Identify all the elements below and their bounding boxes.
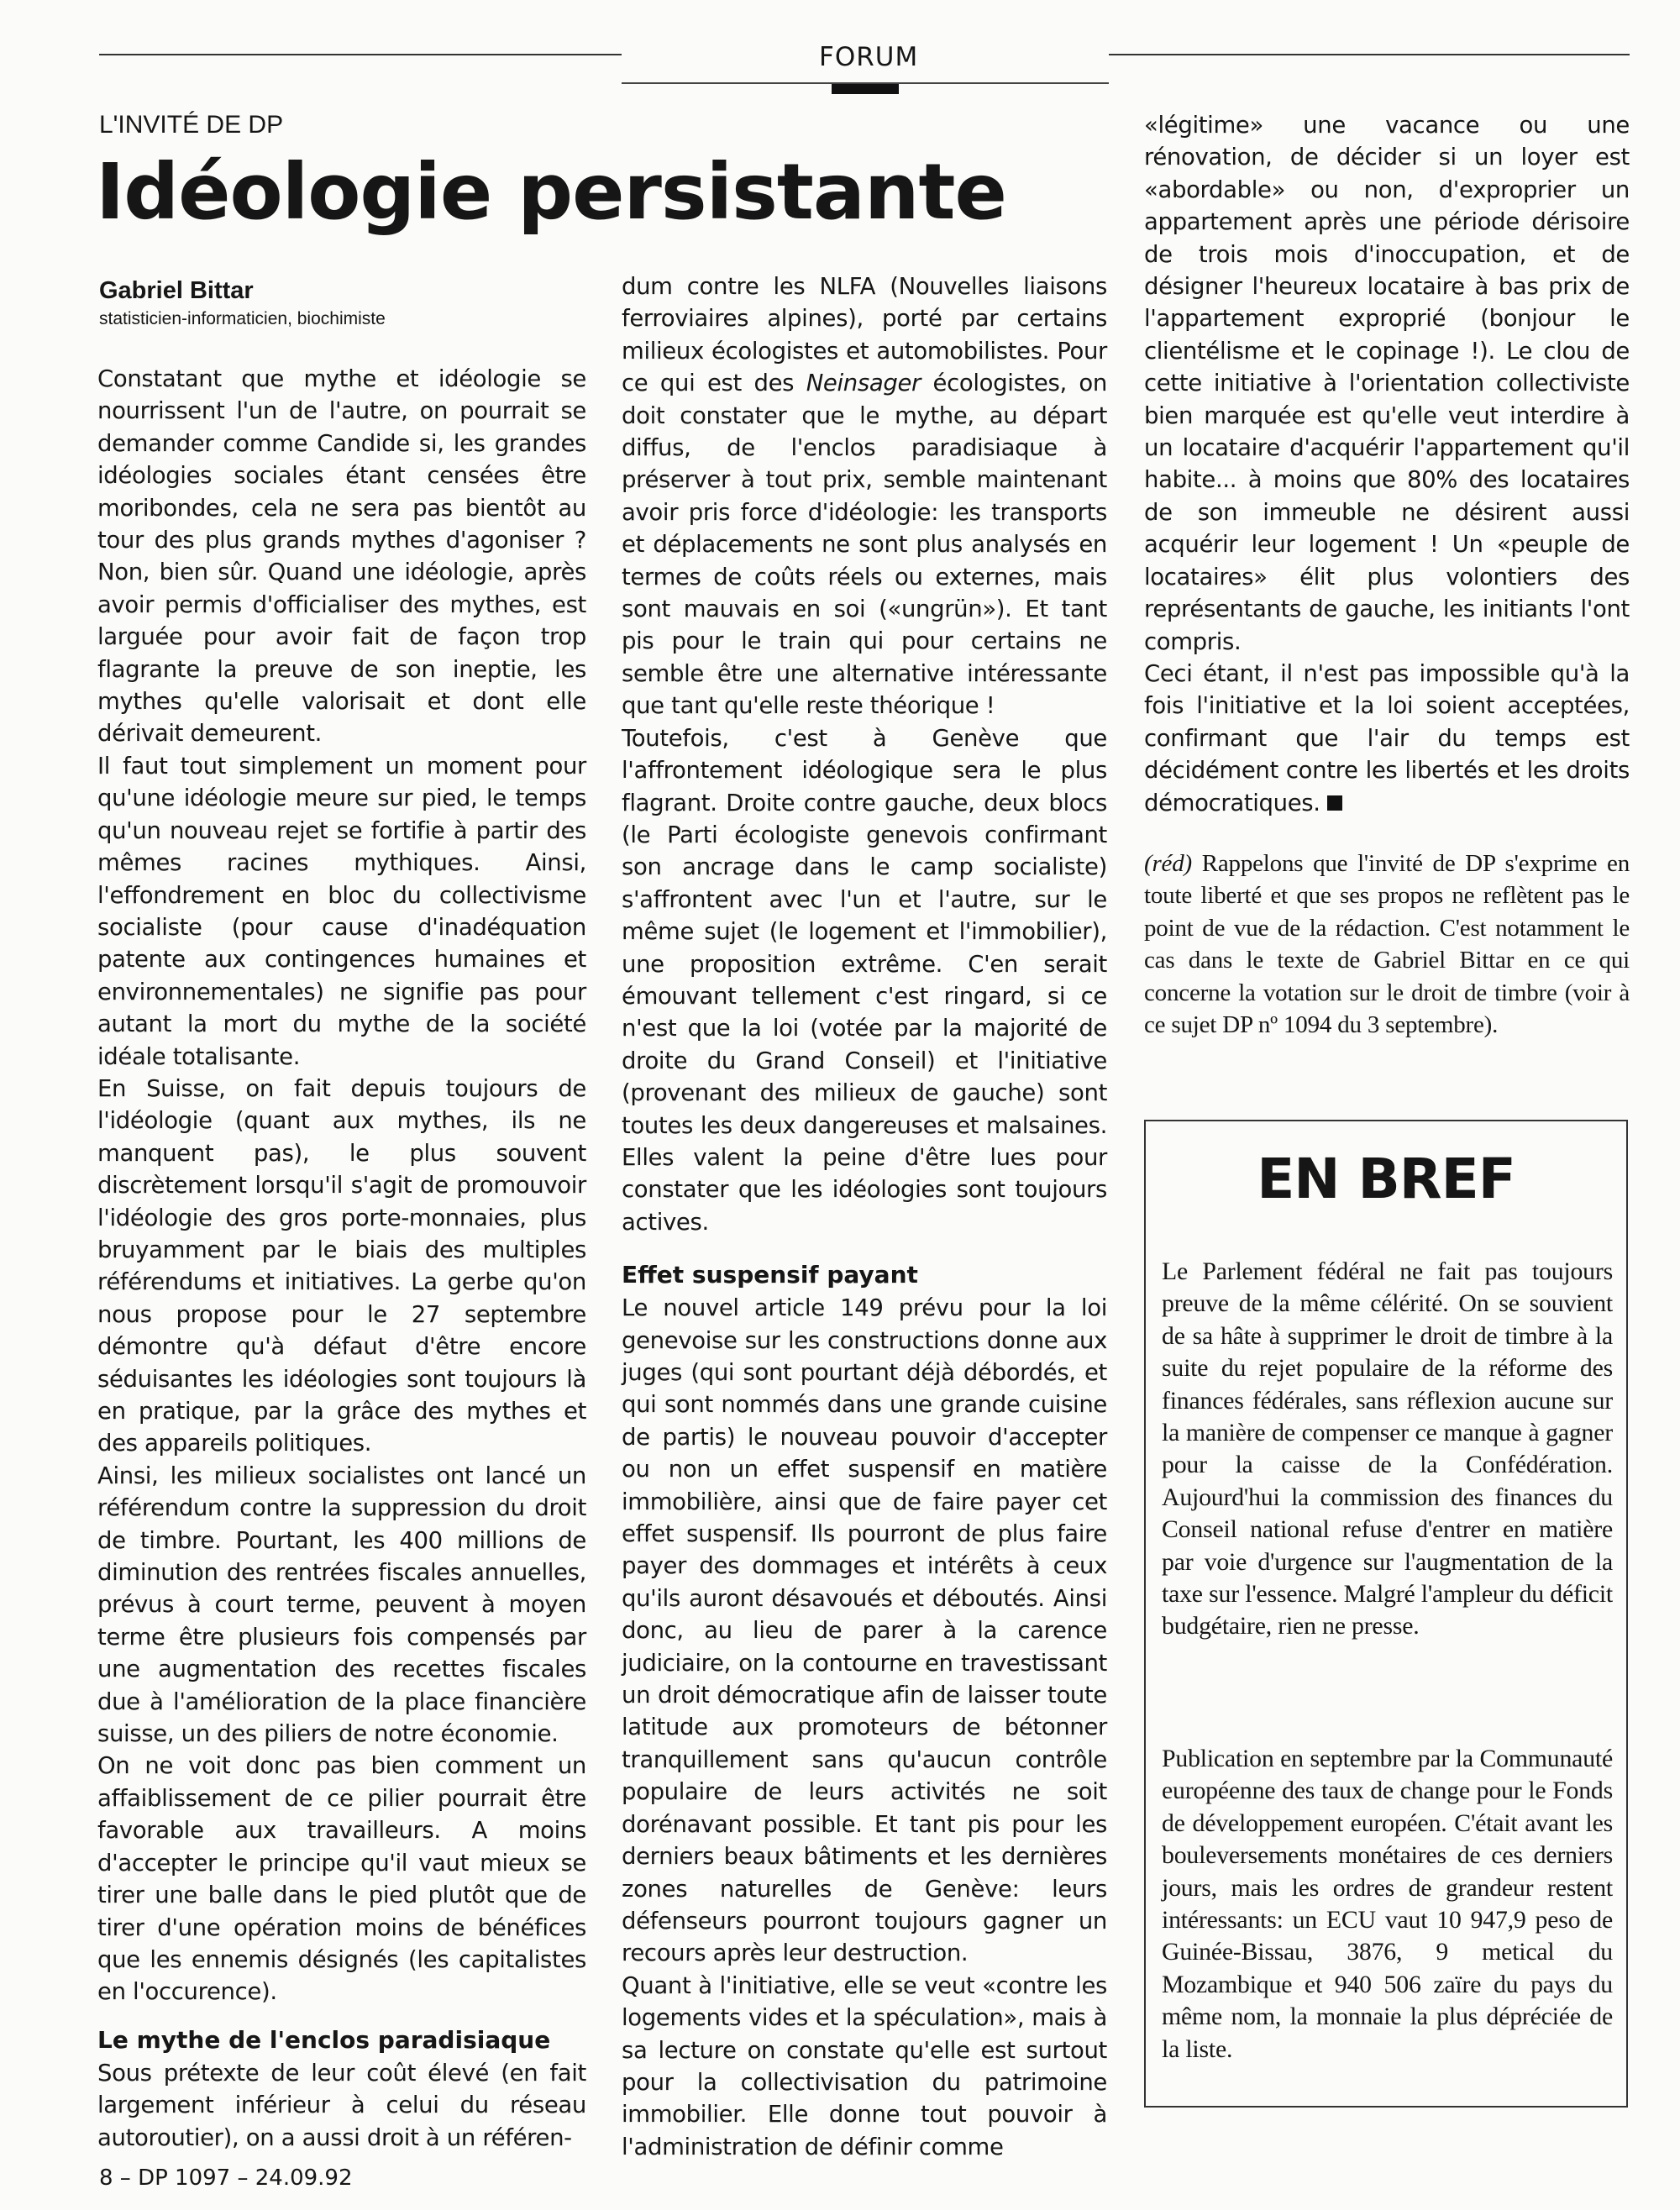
header-rule-right bbox=[1109, 54, 1630, 55]
brief-title: EN BREF bbox=[1257, 1147, 1515, 1211]
brief-paragraph: Publication en septembre par la Communauté européenne des taux de change pour le Fonds de développement européen. C'était avant les bouleversements monétaires de ces derniers jours, mais les ordres de grandeur restent intéressants: un ECU vaut 10 947,9 peso de Guinée-Bissau, 3876, 9 metical du Mozambique et 940 506 zaïre du pays du même nom, la monnaie la plus dépréciée de la liste. bbox=[1162, 1745, 1613, 2063]
editorial-tag: (réd) bbox=[1144, 849, 1192, 877]
paragraph bbox=[622, 270, 1107, 722]
paragraph: Le nouvel article 149 prévu pour la loi genevoise sur les constructions donne aux juges (qui sont pourtant déjà débordés, et qui sont nommés dans une grande cuisine de partis) le nouveau pouvoir d'accepter ou non un effet suspensif en matière immobilière, ainsi que de faire payer cet effet suspensif. Ils pourront de plus faire payer des dommages et intérêts à ceux qu'ils auront désavoués et déboutés. Ainsi donc, au lieu de parer à la carence judiciaire, on la contourne en travestissant un droit démocratique afin de laisser toute latitude aux promoteurs de bétonner tranquillement sans qu'aucun contrôle populaire de leurs activités ne soit dorénavant possible. Et tant pis pour les derniers beaux bâtiments et les dernières zones naturelles de Genève: leurs défenseurs pourront toujours gagner un recours après leur destruction. bbox=[622, 1294, 1107, 1967]
header-rule-left bbox=[99, 54, 622, 55]
paragraph: «légitime» une vacance ou une rénovation, de décider si un loyer est «abordable» ou non, d'exproprier un appartement après une période dérisoire de trois mois d'inoccupation, et de désigner l'heureux locataire à bas prix de l'appartement exproprié (bonjour le clientélisme et le copinage !). Le clou de cette initiative à l'orientation collectiviste bien marquée est qu'elle veut interdire à un locataire d'acquérir l'appartement qu'il habite... à moins que 80% des locataires de son immeuble ne désirent aussi acquérir leur logement ! Un «peuple de locataires» élit plus volontiers des représentants de gauche, les initiants l'ont compris. bbox=[1144, 112, 1630, 655]
paragraph: En Suisse, on fait depuis toujours de l'idéologie (quant aux mythes, ils ne manquent pas), le plus souvent discrètement lorsqu'il s'agit de promouvoir l'idéologie des gros porte-monnaies, plus bruyamment par le biais des multiples référendums et initiatives. La gerbe qu'on nous propose pour le 27 septembre démontre qu'à défaut d'être encore séduisantes les idéologies sont toujours là en pratique, par la grâce des mythes et des appareils politiques. bbox=[97, 1074, 586, 1457]
page-footer: 8 – DP 1097 – 24.09.92 bbox=[99, 2165, 353, 2191]
author-name: Gabriel Bittar bbox=[99, 277, 254, 304]
article-column-3 bbox=[1144, 109, 1630, 1041]
text-run: écologistes, on doit constater que le mythe, au départ diffus, de l'enclos paradisiaque à préserver à tout prix, semble maintenant avoir pris force d'idéologie: les transports et déplacements ne sont plus analysés en termes de coûts réels ou externes, mais sont mauvais en soi («ungrün»). Et tant pis pour le train qui pour certains ne semble être une alternative intéressante que tant qu'elle reste théorique ! bbox=[622, 370, 1107, 720]
italic-term: Neinsager bbox=[806, 370, 921, 397]
paragraph: Quant à l'initiative, elle se veut «contre les logements vides et la spéculation», mais à sa lecture on constate qu'elle est surtout pour la collectivisation du patrimoine immobilier. Elle donne tout pouvoir à l'administration de définir comme bbox=[622, 1971, 1107, 2160]
article-column-2 bbox=[622, 270, 1107, 2163]
paragraph: Toutefois, c'est à Genève que l'affrontement idéologique sera le plus flagrant. Droite contre gauche, deux blocs (le Parti écologiste genevois confirmant son ancrage dans le camp socialiste) s'affrontent avec l'un et l'autre, sur le même sujet (le logement et l'immobilier), une proposition extrême. C'en serait émouvant tellement c'est ringard, si ce n'est que la loi (votée par la majorité de droite du Grand Conseil) et l'initiative (provenant des milieux de gauche) sont toutes les deux dangereuses et malsaines. Elles valent la peine d'être lues pour constater que les idéologies sont toujours actives. bbox=[622, 724, 1107, 1236]
section-label: FORUM bbox=[819, 42, 919, 72]
end-of-article-mark bbox=[1327, 795, 1342, 811]
paragraph: Constatant que mythe et idéologie se nourrissent l'un de l'autre, on pourrait se demander comme Candide si, les grandes idéologies sociales étant censées être moribondes, cela ne sera pas bientôt au tour des plus grands mythes d'agoniser ? Non, bien sûr. Quand une idéologie, après avoir permis d'officialiser des mythes, est larguée pour avoir fait de façon trop flagrante la preuve de son ineptie, les mythes qu'elle valorisait et dont elle dérivait demeurent. bbox=[97, 365, 586, 748]
text-run: Rappelons que l'invité de DP s'exprime en toute liberté et que ses propos ne reflètent pas le point de vue de la rédaction. C'est notamment le cas dans le texte de Gabriel Bittar en ce qui concerne la votation sur le droit de timbre (voir à ce sujet DP nº 1094 du 3 septembre). bbox=[1144, 849, 1630, 1038]
editorial-note bbox=[1144, 848, 1630, 1041]
section-tab-mark bbox=[832, 84, 899, 94]
paragraph: Sous prétexte de leur coût élevé (en fait largement inférieur à celui du réseau autoroutier), on a aussi droit à un référen- bbox=[97, 2059, 586, 2151]
article-kicker: L'INVITÉ DE DP bbox=[99, 111, 284, 139]
paragraph: Il faut tout simplement un moment pour qu'une idéologie meure sur pied, le temps qu'un nouveau rejet se fortifie à partir des mêmes racines mythiques. Ainsi, l'effondrement en bloc du collectivisme socialiste (pour cause d'inadéquation patente aux contingences humaines et environnementales) ne signifie pas pour autant la mort du mythe de la société idéale totalisante. bbox=[97, 752, 586, 1070]
article-column-1 bbox=[97, 363, 586, 2154]
subheading: Le mythe de l'enclos paradisiaque bbox=[97, 2025, 551, 2054]
brief-paragraph: Le Parlement fédéral ne fait pas toujours preuve de la même célérité. On se souvient de sa hâte à supprimer le droit de timbre à la suite du rejet populaire de la réforme des finances fédérales, sans réflexion aucune sur la manière de compenser ce manque à gagner pour la caisse de la Confédération. Aujourd'hui la commission des finances du Conseil national refuse d'entrer en matière par voie d'urgence sur l'augmentation de la taxe sur l'essence. Malgré l'ampleur du déficit budgétaire, rien ne presse. bbox=[1162, 1257, 1613, 1640]
paragraph bbox=[1144, 658, 1630, 819]
paragraph: Ainsi, les milieux socialistes ont lancé un référendum contre la suppression du droit de timbre. Pourtant, les 400 millions de diminution des rentrées fiscales annuelles, prévus à court terme, peuvent à moyen terme être plusieurs fois compensés par une augmentation des recettes fiscales due à l'amélioration de la place financière suisse, un des piliers de notre économie. bbox=[97, 1462, 586, 1748]
text-run: Ceci étant, il n'est pas impossible qu'à la fois l'initiative et la loi soient acceptées, confirmant que l'air du temps est décidément contre les libertés et les droits démocratiques. bbox=[1144, 659, 1630, 816]
paragraph: On ne voit donc pas bien comment un affaiblissement de ce pilier pourrait être favorable aux travailleurs. A moins d'accepter le principe qu'il vaut mieux se tirer une balle dans le pied plutôt que de tirer d'une opération moins de bénéfices que les ennemis désignés (les capitalistes en l'occurence). bbox=[97, 1752, 586, 2006]
subheading: Effet suspensif payant bbox=[622, 1261, 918, 1289]
author-role: statisticien-informaticien, biochimiste bbox=[99, 309, 386, 328]
text-run: dum contre les NLFA (Nouvelles liaisons ferroviaires alpines), porté par certains milieux écologistes et automobilistes. Pour ce qui est des bbox=[622, 273, 1107, 397]
article-title: Idéologie persistante bbox=[96, 147, 1006, 237]
